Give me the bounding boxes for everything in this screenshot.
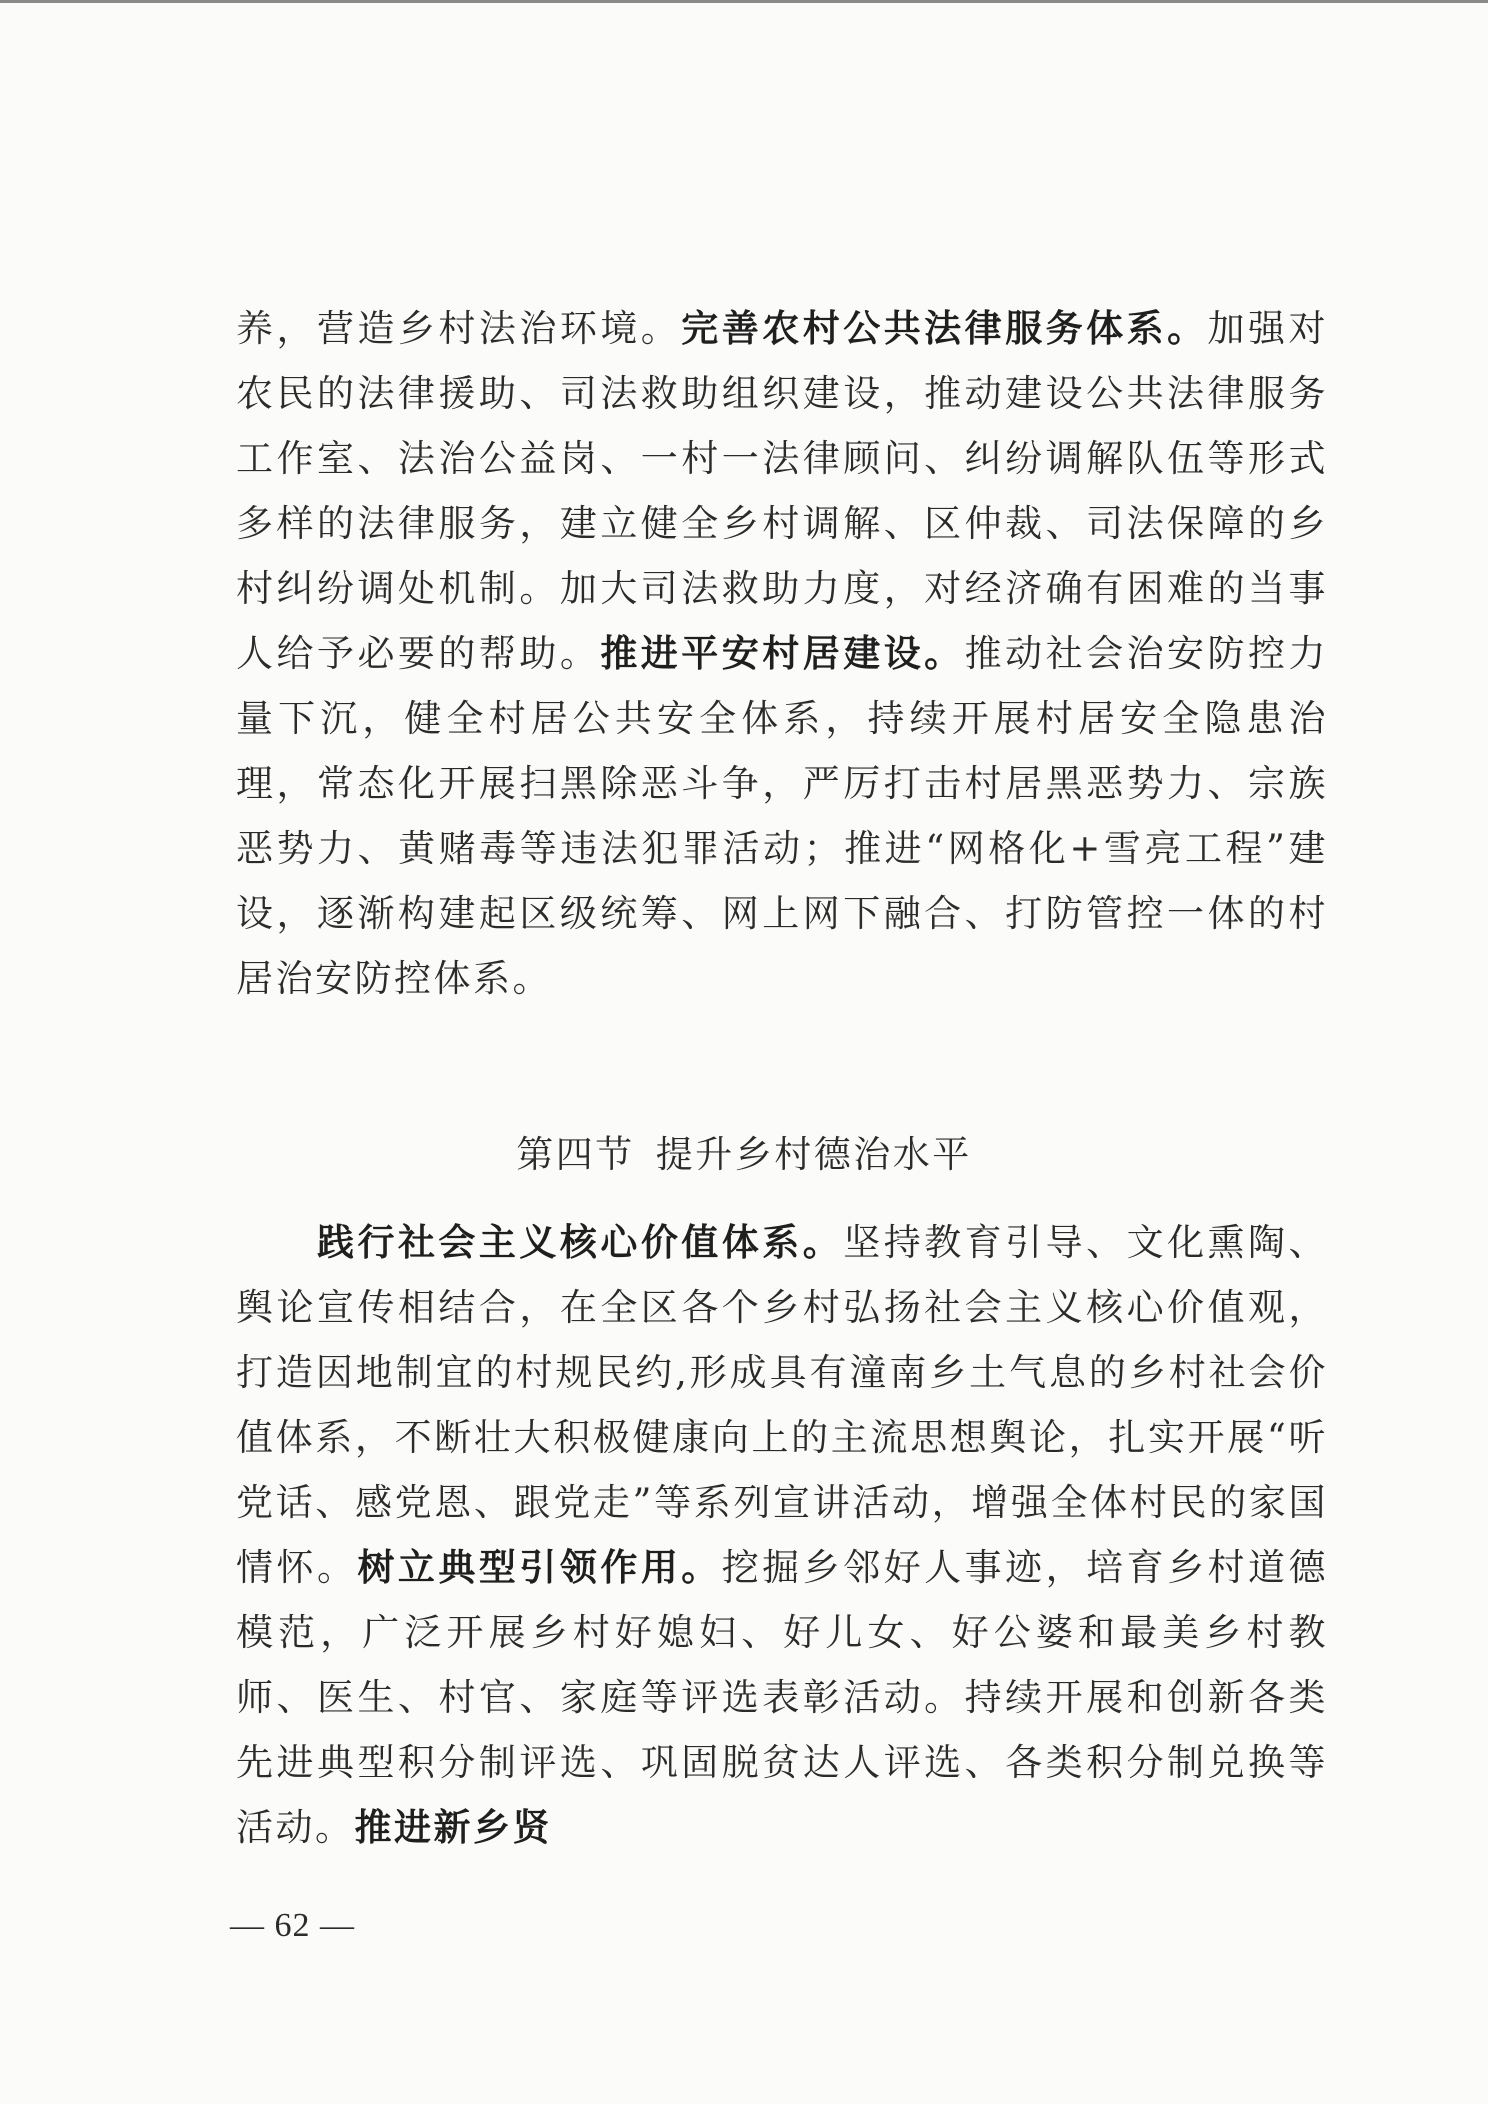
- paragraph-text: 养，营造乡村法治环境。: [236, 307, 682, 350]
- section-heading: [0, 1122, 1488, 1187]
- section-number: 第四节: [516, 1133, 635, 1176]
- section-title: 提升乡村德治水平: [655, 1133, 972, 1176]
- paragraph-text: 推动社会治安防控力量下沉，健全村居公共安全体系，持续开展村居安全隐患治理，常态化开展扫黑除恶斗争，严厉打击村居黑恶势力、宗族恶势力、黄赌毒等违法犯罪活动；推进“网格化+雪亮工程”建设，逐渐构建起区级统筹、网上网下融合、打防管控一体的村居治安防控体系。: [236, 632, 1329, 1000]
- bold-heading-new-village-sages: 推进新乡贤: [354, 1806, 552, 1849]
- paragraph-rule-of-law: [236, 296, 1328, 1011]
- bold-heading-safe-villages: 推进平安村居建设。: [600, 632, 965, 675]
- paragraph-moral-governance: [236, 1210, 1328, 1860]
- bold-heading-core-values: 践行社会主义核心价值体系。: [316, 1221, 844, 1264]
- bold-heading-role-models: 树立典型引领作用。: [357, 1546, 722, 1589]
- paragraph-text: 加强对农民的法律援助、司法救助组织建设，推动建设公共法律服务工作室、法治公益岗、一村一法律顾问、纠纷调解队伍等形式多样的法律服务，建立健全乡村调解、区仲裁、司法保障的乡村纠纷调处机制。加大司法救助力度，对经济确有困难的当事人给予必要的帮助。: [236, 307, 1329, 675]
- bold-heading-legal-services: 完善农村公共法律服务体系。: [681, 307, 1208, 350]
- paragraph-text: 挖掘乡邻好人事迹，培育乡村道德模范，广泛开展乡村好媳妇、好儿女、好公婆和最美乡村教师、医生、村官、家庭等评选表彰活动。持续开展和创新各类先进典型积分制评选、巩固脱贫达人评选、各类积分制兑换等活动。: [236, 1546, 1329, 1849]
- page-number: — 62 —: [230, 1907, 355, 1944]
- paragraph-text: 坚持教育引导、文化熏陶、舆论宣传相结合，在全区各个乡村弘扬社会主义核心价值观，打造因地制宜的村规民约,形成具有潼南乡土气息的乡村社会价值体系，不断壮大积极健康向上的主流思想舆论，扎实开展“听党话、感党恩、跟党走”等系列宣讲活动，增强全体村民的家国情怀。: [236, 1221, 1329, 1589]
